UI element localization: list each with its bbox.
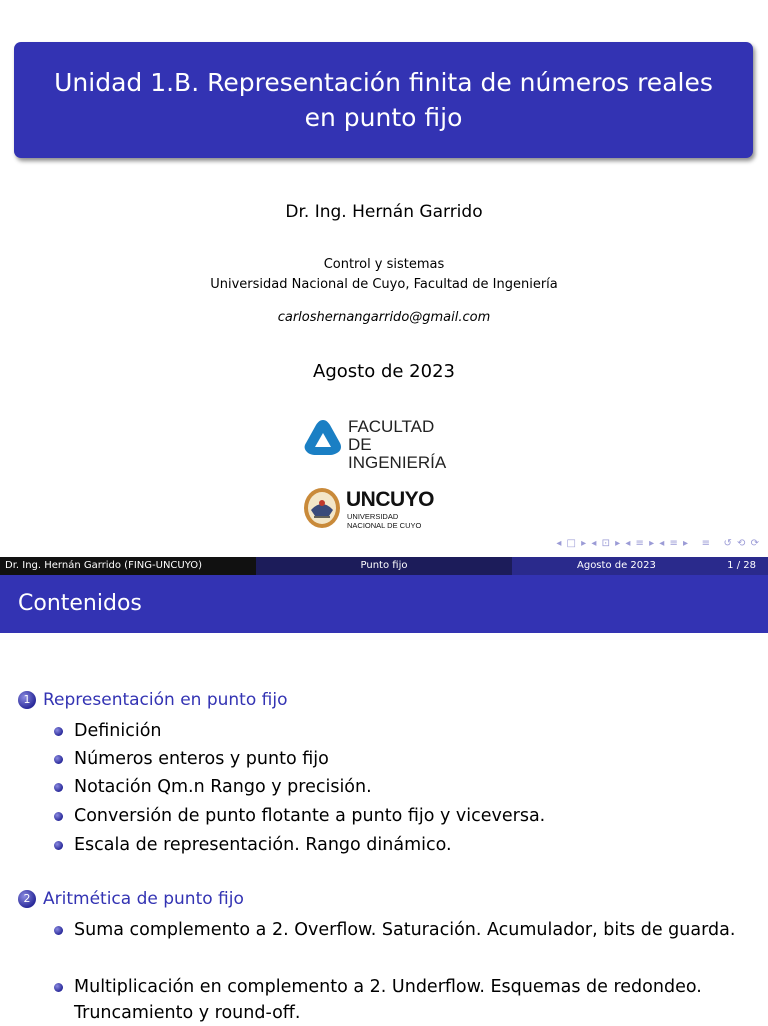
footer-author: Dr. Ing. Hernán Garrido (FING-UNCUYO) [0,557,256,575]
toc-section-1[interactable] [18,690,287,710]
bullet-icon [54,727,63,736]
section-title: Representación en punto fijo [43,690,288,710]
footer-page-number: 1 / 28 [727,560,756,571]
footer-short-title: Punto fijo [256,557,512,575]
section-number-badge: 2 [18,890,36,908]
slide-title-box [14,42,753,158]
presentation-date: Agosto de 2023 [313,361,455,382]
toc-subsection[interactable]: Conversión de punto flotante a punto fijo y viceversa. [56,803,746,829]
bullet-icon [54,926,63,935]
uncuyo-seal-icon [302,486,342,530]
facultad-triangle-logo-icon [302,417,344,459]
beamer-navigation-icons[interactable]: ◂ □ ▸ ◂ ⊡ ▸ ◂ ≡ ▸ ◂ ≡ ▸ ≡ ↺ ⟲ ⟳ [556,538,760,549]
bullet-icon [54,812,63,821]
institute-line-2: Universidad Nacional de Cuyo, Facultad de Ingeniería [210,277,558,292]
table-of-contents [0,633,768,1024]
bullet-icon [54,983,63,992]
toc-section-2[interactable] [18,889,244,909]
section-number-badge: 1 [18,691,36,709]
uncuyo-logo [302,484,472,536]
slide-title: Unidad 1.B. Representación finita de números reales en punto fijo [54,68,713,132]
bullet-icon [54,755,63,764]
footer-bar [0,557,768,575]
facultad-logo [300,414,470,472]
institute-line-1: Control y sistemas [323,257,445,272]
uncuyo-sub1: UNIVERSIDAD [347,512,399,521]
facultad-logo-line2: DE INGENIERÍA [348,435,447,472]
footer-date: Agosto de 2023 [577,560,656,571]
uncuyo-name: UNCUYO [346,488,435,511]
toc-subsection[interactable]: Números enteros y punto fijo [56,746,746,772]
toc-subsection[interactable]: Escala de representación. Rango dinámico. [56,832,746,858]
facultad-logo-line1: FACULTAD [348,417,435,436]
email: carloshernangarrido@gmail.com [277,310,491,325]
toc-subsection[interactable]: Definición [56,718,746,744]
section-title: Aritmética de punto fijo [43,889,244,909]
author: Dr. Ing. Hernán Garrido [285,202,483,222]
footer-right [512,557,768,575]
frame-title: Contenidos [0,575,768,633]
uncuyo-sub2: NACIONAL DE CUYO [347,521,422,530]
toc-subsection[interactable]: Notación Qm.n Rango y precisión. [56,774,746,800]
toc-subsection[interactable]: Suma complemento a 2. Overflow. Saturación. Acumulador, bits de guarda. [56,917,746,943]
bullet-icon [54,841,63,850]
bullet-icon [54,783,63,792]
toc-subsection[interactable]: Multiplicación en complemento a 2. Underflow. Esquemas de redondeo. Truncamiento y round-off. [56,974,746,1026]
